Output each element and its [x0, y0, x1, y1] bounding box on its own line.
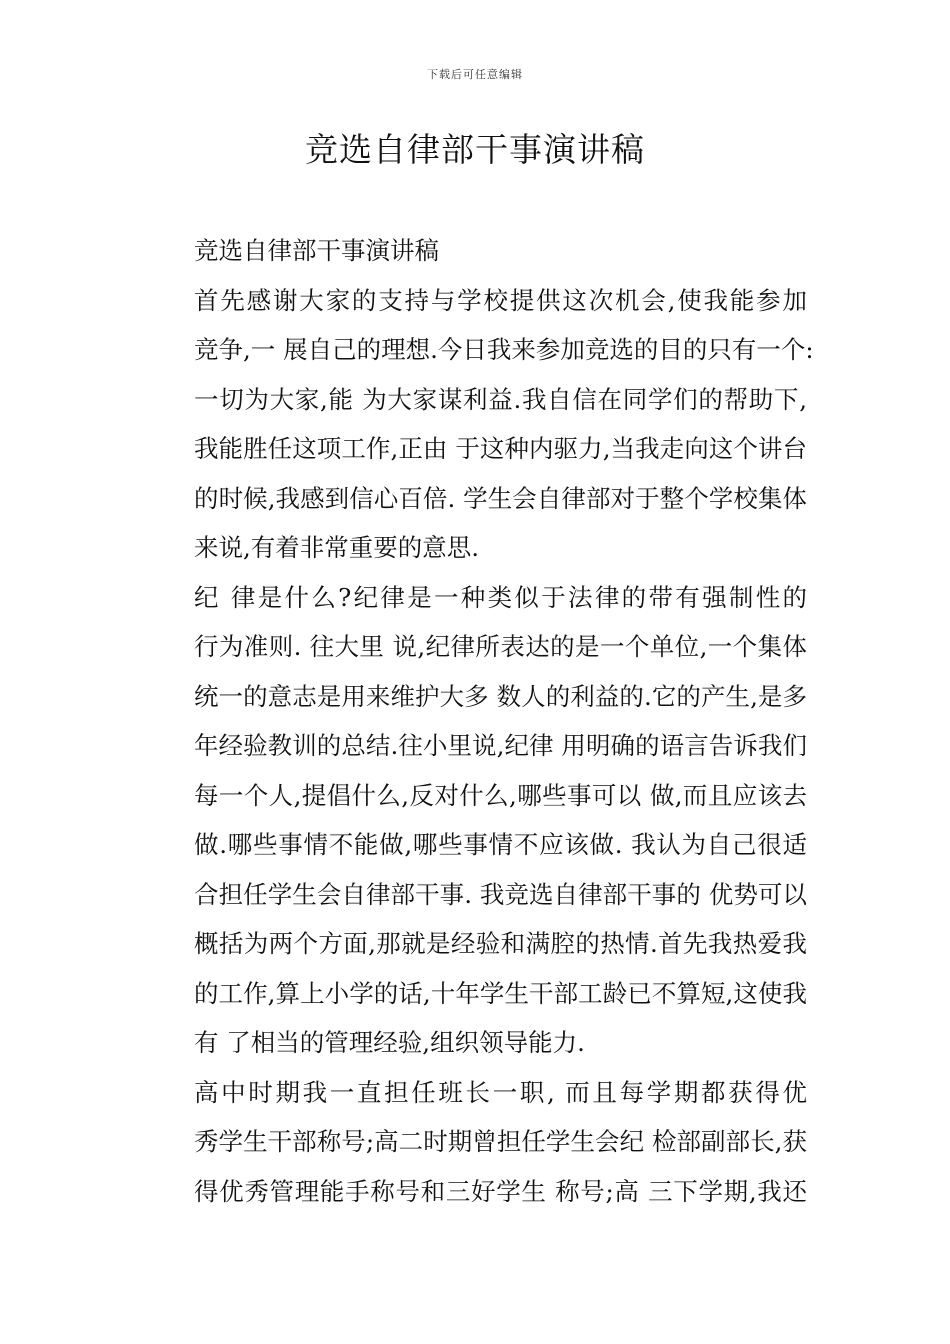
text-line: 竞选自律部干事演讲稿	[194, 236, 439, 265]
text-line: 每一个人,提倡什么,反对什么,哪些事可以 做,而且应该去	[194, 780, 807, 810]
text-line: 得优秀管理能手称号和三好学生 称号;高 三下学期,我还	[194, 1176, 807, 1206]
text-line: 高中时期我一直担任班长一职, 而且每学期都获得优	[194, 1077, 807, 1107]
text-line: 年经验教训的总结.往小里说,纪律 用明确的语言告诉我们	[194, 731, 807, 760]
paragraph-4	[145, 1068, 807, 1217]
text-line: 行为准则. 往大里 说,纪律所表达的是一个单位,一个集体	[194, 632, 807, 661]
text-line: 的时候,我感到信心百倍. 学生会自律部对于整个学校集体	[194, 483, 807, 513]
text-line: 首先感谢大家的支持与学校提供这次机会,使我能参加	[194, 285, 807, 315]
text-line: 竞争,一 展自己的理想.今日我来参加竞选的目的只有一个:	[194, 335, 814, 364]
paragraph-2	[145, 276, 814, 573]
document-body	[145, 226, 814, 1216]
text-line: 做.哪些事情不能做,哪些事情不应该做. 我认为自己很适	[194, 830, 807, 859]
text-line: 概括为两个方面,那就是经验和满腔的热情.首先我热爱我	[194, 929, 807, 958]
text-line: 有 了相当的管理经验,组织领导能力.	[194, 1028, 585, 1057]
text-line: 的工作,算上小学的话,十年学生干部工龄已不算短,这使我	[194, 978, 807, 1008]
paragraph-1	[145, 226, 807, 276]
paragraph-3	[145, 573, 807, 1068]
text-line: 纪 律是什么?纪律是一种类似于法律的带有强制性的	[194, 582, 807, 612]
text-line: 一切为大家,能 为大家谋利益.我自信在同学们的帮助下,	[194, 384, 807, 414]
text-line: 我能胜任这项工作,正由 于这种内驱力,当我走向这个讲台	[194, 434, 807, 463]
text-line: 统一的意志是用来维护大多 数人的利益的.它的产生,是多	[194, 681, 807, 711]
text-line: 来说,有着非常重要的意思.	[194, 533, 480, 562]
text-line: 合担任学生会自律部干事. 我竞选自律部干事的 优势可以	[194, 879, 807, 909]
header-note: 下载后可任意编辑	[427, 68, 523, 81]
text-line: 秀学生干部称号;高二时期曾担任学生会纪 检部副部长,获	[194, 1127, 807, 1156]
document-title: 竞选自律部干事演讲稿	[305, 130, 645, 169]
